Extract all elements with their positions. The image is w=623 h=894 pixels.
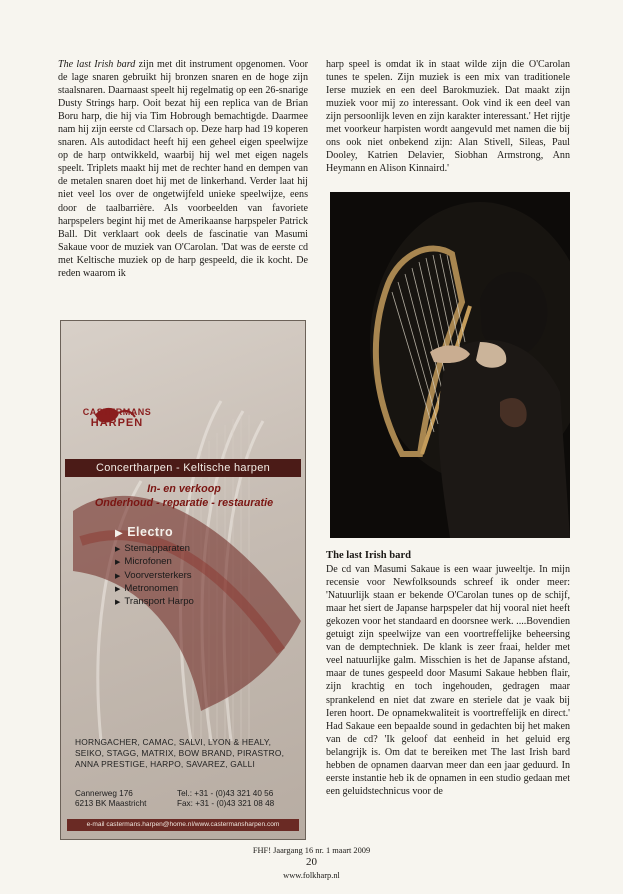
product-label: Stemapparaten xyxy=(124,543,190,554)
list-item xyxy=(115,570,194,583)
harpist-photo-illustration xyxy=(330,192,570,538)
triangle-bullet-icon: ▶ xyxy=(115,572,121,580)
section-heading: The last Irish bard xyxy=(326,550,412,561)
ad-phone: Tel.: +31 - (0)43 321 40 56 xyxy=(177,789,274,798)
left-column-body: zijn met dit instrument opgenomen. Voor de lage snaren gebruikt hij bronzen snaren en de hoge zijn staalsnaren. Daarnaast speelt hij regelmatig op een 26-snarige Dusty Strings harp. Ooit bezat hij een replica van de Brian Boru harp, die hij via Tim Hobrough bemachtigde. Daarmee nam hij zijn eerste cd Clarsach op. Deze harp had 19 koperen snaren. Als autodidact heeft hij een geheel eigen speelwijze op de harp ontwikkeld, waarbij hij wel met eigen nagels speelt. Triplets maakt hij met de rechter hand en dempen van de metalen snaren doet hij met de linkerhand. Verder laat hij niet veel los over de ongetwijfeld unieke speelwijze, eens door de taalbarrière. Als voorbeelden van favoriete harpspelers begint hij met de Amerikaanse harpspeler Patrick Ball. Dit verklaart ook deels de fascinatie van Masumi Sakaue voor de muziek van O'Carolan. 'Dat was de eerste cd met Keltische muziek op de harp gespeeld, die ik kocht. De reden waarom ik xyxy=(58,59,308,279)
logo-line1: CASTERMANS xyxy=(82,407,152,417)
page-number: 20 xyxy=(306,856,317,868)
triangle-bullet-icon: ▶ xyxy=(115,546,121,553)
right-column-top-text xyxy=(326,58,570,175)
left-column-paragraph xyxy=(58,58,308,280)
left-column-text xyxy=(58,58,308,280)
ad-street: Cannerweg 176 xyxy=(75,789,133,798)
logo-line2: HARPEN xyxy=(90,417,144,429)
ad-electro-heading xyxy=(115,525,173,539)
product-label: Microfonen xyxy=(124,556,172,568)
triangle-bullet-icon: ▶ xyxy=(115,559,121,567)
ad-fax: Fax: +31 - (0)43 321 08 48 xyxy=(177,799,275,809)
ad-brand-list: HORNGACHER, CAMAC, SALVI, LYON & HEALY, SEIKO, STAGG, MATRIX, BOW BRAND, PIRASTRO, ANNA PRESTIGE, HARPO, SAVAREZ, GALLI xyxy=(75,737,285,769)
product-label: Transport Harpo xyxy=(124,596,194,608)
castermans-logo xyxy=(81,407,153,429)
footer-website: www.folkharp.nl xyxy=(283,871,340,880)
triangle-bullet-icon: ▶ xyxy=(115,528,124,539)
triangle-bullet-icon: ▶ xyxy=(115,585,121,593)
footer-issue-line: FHF! Jaargang 16 nr. 1 maart 2009 xyxy=(252,846,371,855)
ad-product-list xyxy=(115,543,194,609)
ad-tagline-sales: In- en verkoop xyxy=(147,483,221,495)
product-label: Metronomen xyxy=(124,582,179,594)
right-column-bottom-text xyxy=(326,549,570,798)
list-item xyxy=(115,556,194,569)
album-title-italic: The last Irish bard xyxy=(58,59,136,70)
castermans-advertisement xyxy=(60,320,306,840)
list-item xyxy=(115,543,194,556)
ad-address xyxy=(75,789,146,810)
list-item xyxy=(115,596,194,609)
ad-email-website: e-mail castermans.harpen@home.nl/www.castermansharpen.com xyxy=(67,819,299,831)
right-column-top-paragraph: harp speel is omdat ik in staat wilde zijn die O'Carolan tunes te spelen. Zijn muziek is een mix van traditionele Ierse muziek en een deel Barokmuziek. Dat maakt zijn muziek voor mij zo interessant. Ook vind ik een deel van zijn persoonlijk leven en zijn karakter interessant.' Het rijtje met voorkeur harpisten wordt aangevuld met namen die bij ons ook niet onbekend zijn: Alan Stivell, Sileas, Paul Dooley, Katrien Delavier, Siobhan Armstrong, Ann Heymann en Alison Kinnaird.' xyxy=(326,59,570,175)
product-label: Voorversterkers xyxy=(124,569,192,581)
list-item xyxy=(115,583,194,596)
ad-city: 6213 BK Maastricht xyxy=(75,799,147,809)
ad-tagline-services: Onderhoud - reparatie - restauratie xyxy=(94,497,274,509)
right-column-bottom-paragraph: De cd van Masumi Sakaue is een waar juweeltje. In mijn recensie voor Newfolksounds schreef ik onder meer: 'Natuurlijk staan er bekende O'Carolan tunes op de schijf, maar het siert de Japanse harpspeler dat hij vooral niet heeft gekozen voor het standaard en doorsnee werk. ....Bovendien getuigt zijn speelwijze van een voortreffelijke beheersing van de demptechniek. De klank is zeer fraai, helder met veel natuurlijke galm. Misschien is het de Japanse afstand, maar de tunes gespeeld door Masumi Sakaue hebben flair, zijn krachtig en toch ingehouden, gedragen maar sprankelend en niet dat zware en steriele dat je vaak bij Ieren hoort. De opnamekwaliteit is voortreffelijk en direct.' Had Sakaue een bepaalde sound in gedachten bij het maken van de cd? 'Ik geloof dat eenheid in het geluid erg belangrijk is. Om dat te bereiken met The last Irish bard hebben de opnamen daarvan meer dan een jaar geduurd. In eerste instantie heb ik de opnamen in een studio gedaan met een geluidstechnicus voor de xyxy=(326,564,570,797)
triangle-bullet-icon: ▶ xyxy=(115,599,121,607)
harpist-photo xyxy=(330,192,570,538)
ad-contact-numbers xyxy=(177,789,274,810)
electro-label: Electro xyxy=(127,525,174,539)
ad-banner: Concertharpen - Keltische harpen xyxy=(65,459,301,477)
